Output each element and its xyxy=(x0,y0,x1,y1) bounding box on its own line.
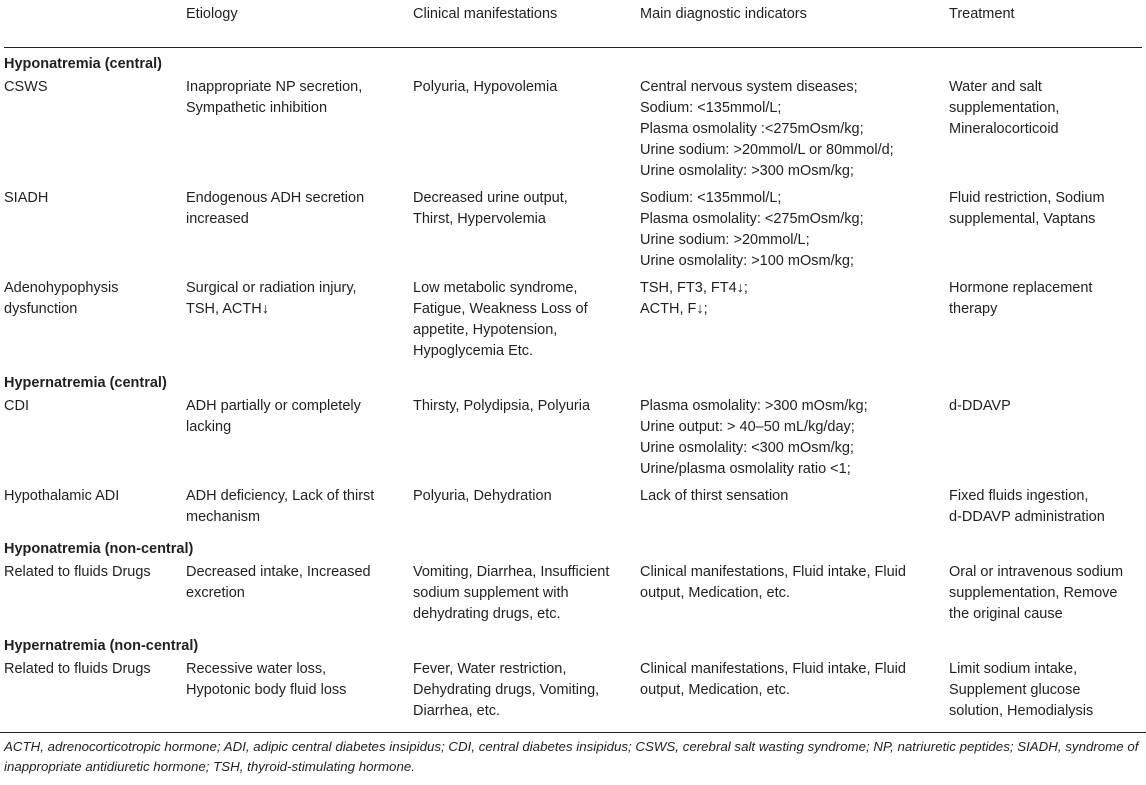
row-etiology: Surgical or radiation injury, TSH, ACTH↓ xyxy=(186,280,357,317)
section-title: Hypernatremia (non-central) xyxy=(4,638,199,654)
table-row xyxy=(4,485,1142,533)
header-treatment: Treatment xyxy=(949,4,1142,48)
row-indicators: Clinical manifestations, Fluid intake, Fluid output, Medication, etc. xyxy=(640,564,906,601)
row-name: Hypothalamic ADI xyxy=(4,488,120,504)
header-diagnostic-indicators: Main diagnostic indicators xyxy=(640,4,949,48)
row-name: SIADH xyxy=(4,190,49,206)
row-manifestations: Thirsty, Polydipsia, Polyuria xyxy=(413,398,591,414)
row-treatment: Water and salt supplementation, Mineralocorticoid xyxy=(949,79,1060,137)
table-bottom-rule xyxy=(0,732,1146,733)
row-manifestations: Low metabolic syndrome, Fatigue, Weakness Loss of appetite, Hypotension, Hypoglycemia Etc. xyxy=(413,280,588,359)
row-treatment: Limit sodium intake, Supplement glucose solution, Hemodialysis xyxy=(949,661,1094,719)
row-manifestations: Vomiting, Diarrhea, Insufficient sodium supplement with dehydrating drugs, etc. xyxy=(413,564,610,622)
row-treatment: Oral or intravenous sodium supplementation, Remove the original cause xyxy=(949,564,1124,622)
table-header-row xyxy=(4,4,1142,48)
row-name: Related to fluids Drugs xyxy=(4,564,151,580)
row-etiology: ADH deficiency, Lack of thirst mechanism xyxy=(186,488,375,525)
row-indicators: Central nervous system diseases; Sodium: <135mmol/L; Plasma osmolality :<275mOsm/kg; Urine sodium: >20mmol/L or 80mmol/d; Urine osmolality: >300 mOsm/kg; xyxy=(640,79,894,179)
clinical-table xyxy=(4,4,1142,727)
header-etiology: Etiology xyxy=(186,4,413,48)
row-name: Adenohypophysis dysfunction xyxy=(4,280,119,317)
row-name: CDI xyxy=(4,398,29,414)
row-etiology: Inappropriate NP secretion, Sympathetic inhibition xyxy=(186,79,363,116)
table-footnote: ACTH, adrenocorticotropic hormone; ADI, adipic central diabetes insipidus; CDI, central diabetes insipidus; CSWS, cerebral salt wasting syndrome; NP, natriuretic peptides; SIADH, syndrome of inappropriate antidiuretic hormone; TSH, thyroid-stimulating hormone. xyxy=(4,739,1139,774)
row-indicators: Plasma osmolality: >300 mOsm/kg; Urine output: > 40–50 mL/kg/day; Urine osmolality: <300 mOsm/kg; Urine/plasma osmolality ratio <1; xyxy=(640,398,868,477)
section-row xyxy=(4,630,1142,658)
row-etiology: ADH partially or completely lacking xyxy=(186,398,361,435)
row-manifestations: Polyuria, Hypovolemia xyxy=(413,79,558,95)
row-treatment: Fluid restriction, Sodium supplemental, Vaptans xyxy=(949,190,1105,227)
section-title: Hypernatremia (central) xyxy=(4,375,167,391)
section-title: Hyponatremia (central) xyxy=(4,56,162,72)
row-manifestations: Decreased urine output, Thirst, Hypervolemia xyxy=(413,190,568,227)
row-etiology: Endogenous ADH secretion increased xyxy=(186,190,365,227)
row-manifestations: Fever, Water restriction, Dehydrating drugs, Vomiting, Diarrhea, etc. xyxy=(413,661,600,719)
table-row xyxy=(4,187,1142,277)
table-row xyxy=(4,277,1142,367)
row-treatment: d-DDAVP xyxy=(949,398,1011,414)
section-row xyxy=(4,367,1142,395)
header-blank xyxy=(4,4,186,48)
section-title: Hyponatremia (non-central) xyxy=(4,541,194,557)
section-row xyxy=(4,48,1142,77)
row-manifestations: Polyuria, Dehydration xyxy=(413,488,552,504)
row-etiology: Recessive water loss, Hypotonic body fluid loss xyxy=(186,661,347,698)
table-row xyxy=(4,561,1142,630)
row-indicators: Sodium: <135mmol/L; Plasma osmolality: <275mOsm/kg; Urine sodium: >20mmol/L; Urine osmolality: >100 mOsm/kg; xyxy=(640,190,864,269)
row-indicators: Lack of thirst sensation xyxy=(640,488,789,504)
row-name: Related to fluids Drugs xyxy=(4,661,151,677)
table-row xyxy=(4,395,1142,485)
row-name: CSWS xyxy=(4,79,48,95)
row-indicators: Clinical manifestations, Fluid intake, Fluid output, Medication, etc. xyxy=(640,661,906,698)
header-clinical-manifestations: Clinical manifestations xyxy=(413,4,640,48)
table-row xyxy=(4,76,1142,187)
row-etiology: Decreased intake, Increased excretion xyxy=(186,564,371,601)
row-treatment: Fixed fluids ingestion, d-DDAVP administration xyxy=(949,488,1105,525)
row-treatment: Hormone replacement therapy xyxy=(949,280,1093,317)
table-row xyxy=(4,658,1142,727)
section-row xyxy=(4,533,1142,561)
row-indicators: TSH, FT3, FT4↓; ACTH, F↓; xyxy=(640,280,748,317)
